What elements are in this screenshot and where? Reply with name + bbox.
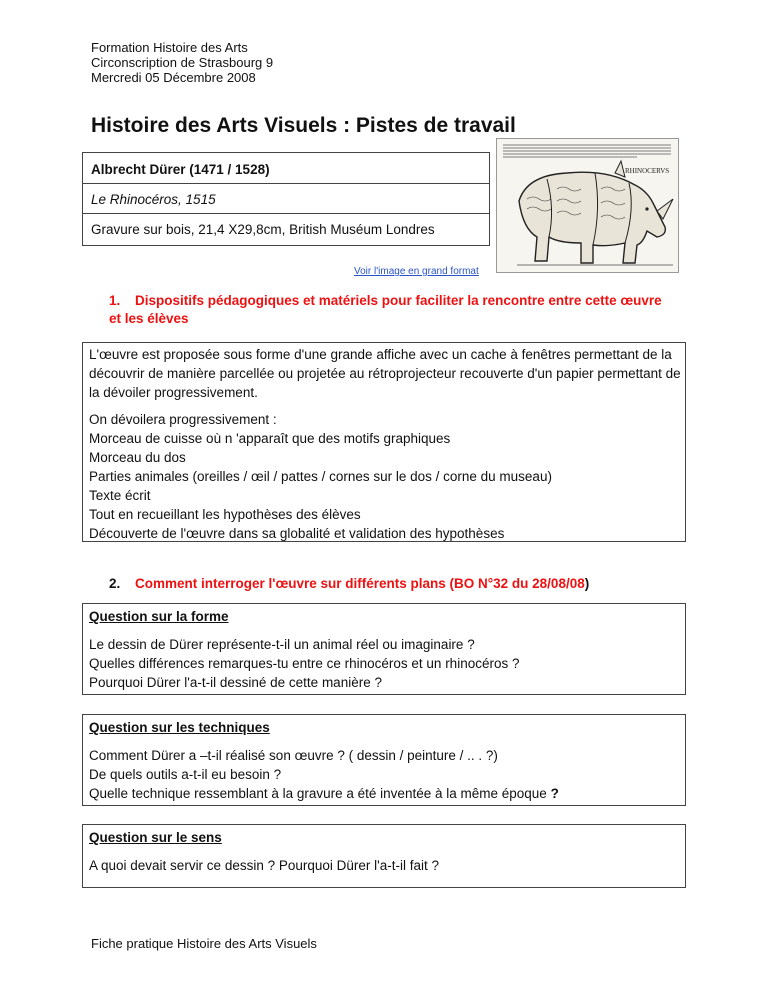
rhino-image-caption: RHINOCERVS: [625, 167, 670, 175]
artist-name: Albrecht Dürer (1471 / 1528): [91, 162, 270, 177]
question-text: Quelle technique ressemblant à la gravure a été inventée à la même époque: [89, 786, 547, 801]
list-item: Tout en recueillant les hypothèses des élèves: [89, 507, 361, 522]
header-line-formation: Formation Histoire des Arts: [91, 40, 248, 55]
view-large-image-link[interactable]: Voir l'image en grand format: [354, 266, 479, 277]
question-line: Quelles différences remarques-tu entre ce rhinocéros et un rhinocéros ?: [89, 656, 520, 671]
section2-title-end: ): [584, 576, 590, 591]
question-techniques-heading: Question sur les techniques: [89, 720, 270, 735]
section1-intro: On dévoilera progressivement :: [89, 412, 277, 427]
question-techniques-box: [82, 714, 686, 806]
artwork-info-box: [82, 152, 490, 246]
question-line: [89, 784, 685, 803]
header-line-date: Mercredi 05 Décembre 2008: [91, 70, 256, 85]
section2-number: 2.: [109, 576, 121, 591]
document-header: [91, 40, 273, 85]
section1-number: 1.: [109, 293, 121, 308]
question-forme-heading: Question sur la forme: [89, 609, 229, 624]
header-line-circonscription: Circonscription de Strasbourg 9: [91, 55, 274, 70]
list-item: Texte écrit: [89, 488, 151, 503]
page-footer: Fiche pratique Histoire des Arts Visuels: [91, 936, 317, 951]
question-line: Comment Dürer a –t-il réalisé son œuvre ? ( dessin / peinture / .. . ?): [89, 748, 498, 763]
section1-heading: [109, 292, 669, 328]
question-forme-box: [82, 603, 686, 695]
artwork-details: Gravure sur bois, 21,4 X29,8cm, British Muséum Londres: [91, 222, 435, 237]
question-mark: ?: [550, 786, 559, 801]
page-title: Histoire des Arts Visuels : Pistes de travail: [91, 114, 516, 137]
question-sens-heading: Question sur le sens: [89, 830, 222, 845]
question-line: Pourquoi Dürer l'a-t-il dessiné de cette manière ?: [89, 675, 382, 690]
question-line: De quels outils a-t-il eu besoin ?: [89, 767, 282, 782]
artwork-title: Le Rhinocéros, 1515: [91, 192, 216, 207]
section2-heading: [109, 575, 589, 593]
list-item: Découverte de l'œuvre dans sa globalité et validation des hypothèses: [89, 526, 505, 541]
rhinoceros-engraving-image: [496, 138, 679, 273]
question-line: A quoi devait servir ce dessin ? Pourquoi Dürer l'a-t-il fait ?: [89, 858, 439, 873]
section1-title: Dispositifs pédagogiques et matériels pour faciliter la rencontre entre cette œuvre et les élèves: [109, 293, 662, 326]
section1-paragraph: L'œuvre est proposée sous forme d'une grande affiche avec un cache à fenêtres permettant de la découvrir de manière parcellée ou projetée au rétroprojecteur recouverte d'un papier permettant de la dévoiler progressivement.: [89, 347, 681, 400]
list-item: Parties animales (oreilles / œil / pattes / cornes sur le dos / corne du museau): [89, 469, 552, 484]
question-line: Le dessin de Dürer représente-t-il un animal réel ou imaginaire ?: [89, 637, 475, 652]
list-item: Morceau du dos: [89, 450, 186, 465]
section2-title: Comment interroger l'œuvre sur différents plans (BO N°32 du 28/08/08: [135, 576, 585, 591]
section1-box: [82, 342, 686, 542]
list-item: Morceau de cuisse où n 'apparaît que des motifs graphiques: [89, 431, 451, 446]
question-sens-box: [82, 824, 686, 888]
